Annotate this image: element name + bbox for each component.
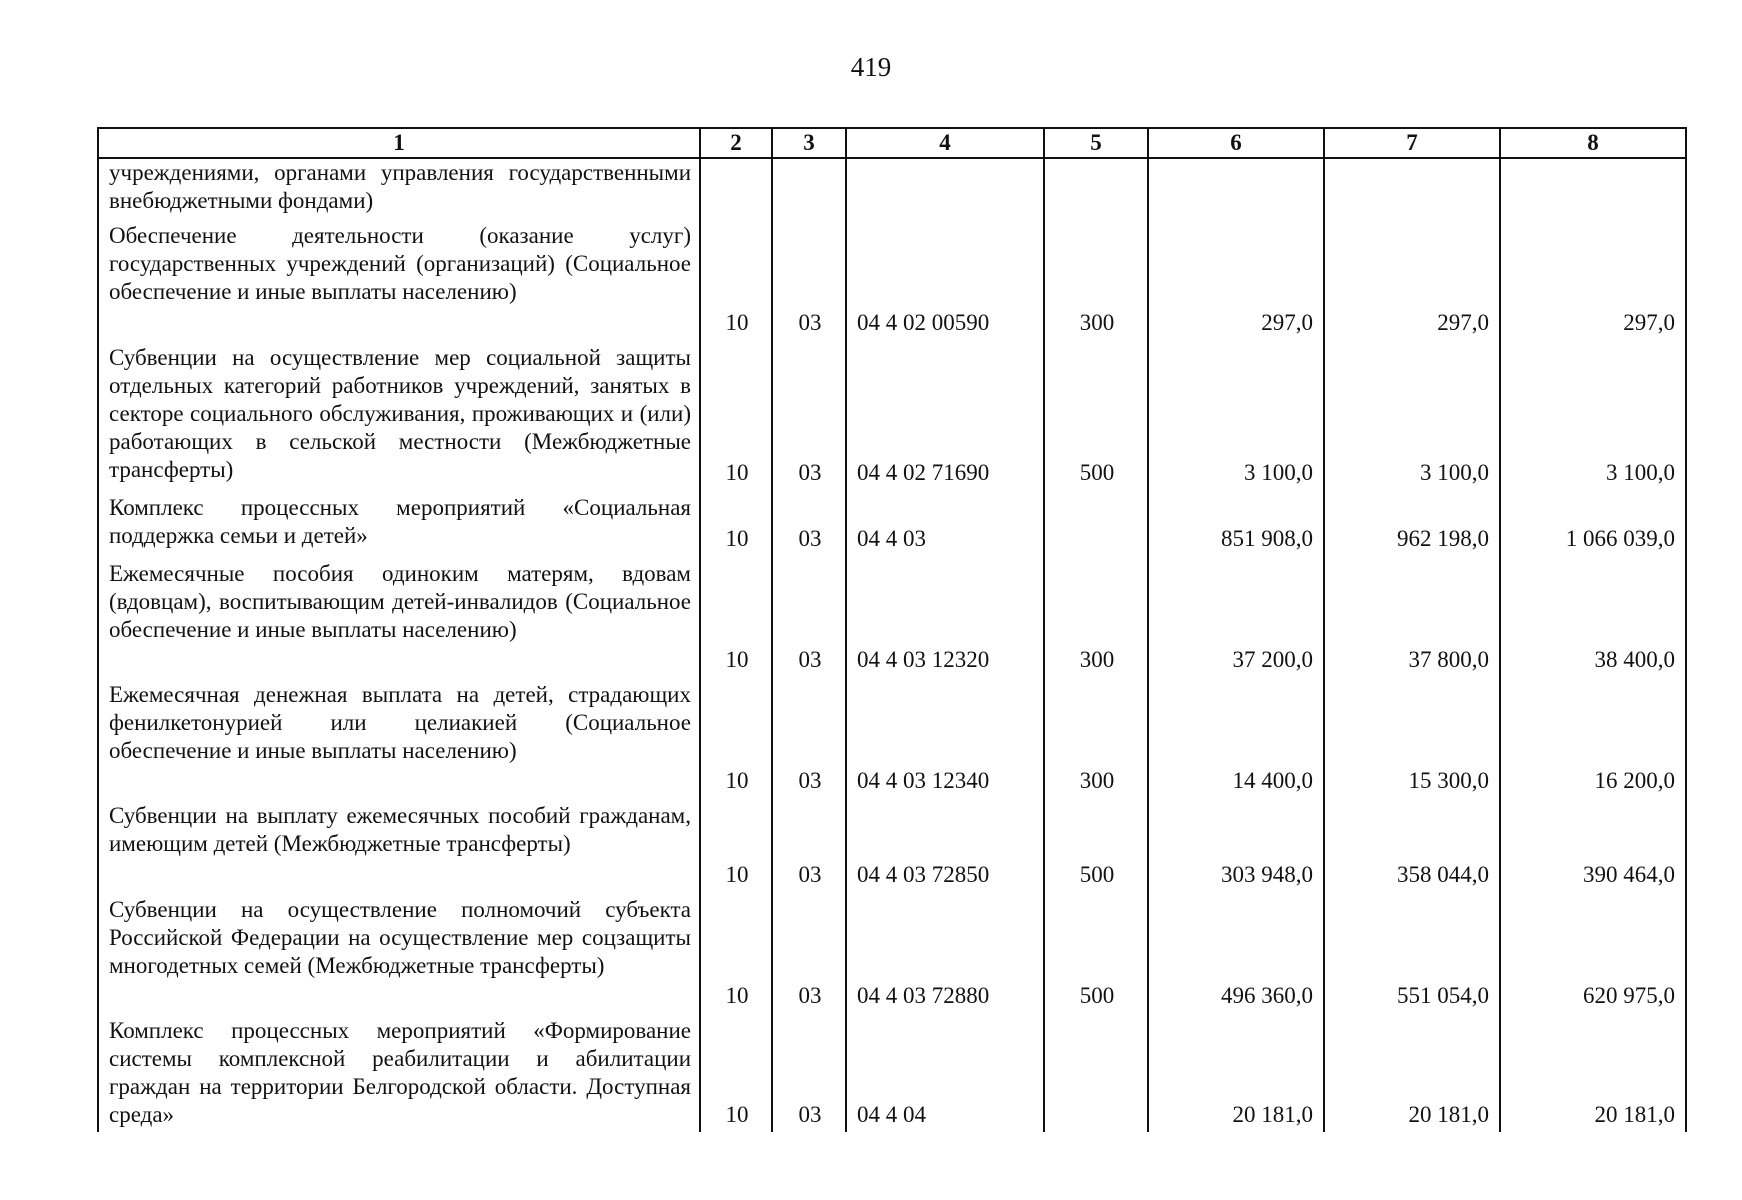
row-amount-year3: 16 200,0 bbox=[1500, 677, 1686, 798]
row-expense-type: 500 bbox=[1044, 798, 1148, 892]
row-subsection: 03 bbox=[772, 677, 846, 798]
row-description: Ежемесячные пособия одиноким матерям, вдовам (вдовцам), воспитывающим детей-инвалидов (Социальное обеспечение и иные выплаты населению) bbox=[98, 556, 700, 677]
budget-table bbox=[97, 127, 1687, 1132]
row-target-article: 04 4 03 12320 bbox=[846, 556, 1044, 677]
row-target-article: 04 4 03 72850 bbox=[846, 798, 1044, 892]
page-number: 419 bbox=[850, 52, 892, 82]
row-target-article: 04 4 03 72880 bbox=[846, 892, 1044, 1013]
row-expense-type bbox=[1044, 1013, 1148, 1132]
row-subsection: 03 bbox=[772, 218, 846, 340]
row-expense-type: 300 bbox=[1044, 677, 1148, 798]
row-section: 10 bbox=[700, 218, 772, 340]
row-section: 10 bbox=[700, 892, 772, 1013]
table-row bbox=[98, 677, 1686, 798]
row-section: 10 bbox=[700, 677, 772, 798]
row-amount-year3: 297,0 bbox=[1500, 218, 1686, 340]
row-section bbox=[700, 158, 772, 218]
table-row bbox=[98, 892, 1686, 1013]
row-description: Субвенции на осуществление полномочий субъекта Российской Федерации на осуществление мер соцзащиты многодетных семей (Межбюджетные трансферты) bbox=[98, 892, 700, 1013]
row-expense-type: 300 bbox=[1044, 218, 1148, 340]
row-amount-year1 bbox=[1148, 158, 1324, 218]
row-description: Субвенции на выплату ежемесячных пособий гражданам, имеющим детей (Межбюджетные трансферты) bbox=[98, 798, 700, 892]
row-section: 10 bbox=[700, 798, 772, 892]
row-description: учреждениями, органами управления государственными внебюджетными фондами) bbox=[98, 158, 700, 218]
column-header-3: 3 bbox=[772, 128, 846, 158]
row-amount-year2: 3 100,0 bbox=[1324, 340, 1500, 490]
table-row bbox=[98, 218, 1686, 340]
table-row bbox=[98, 340, 1686, 490]
row-amount-year1: 3 100,0 bbox=[1148, 340, 1324, 490]
row-amount-year2: 297,0 bbox=[1324, 218, 1500, 340]
row-amount-year2: 358 044,0 bbox=[1324, 798, 1500, 892]
row-amount-year3: 3 100,0 bbox=[1500, 340, 1686, 490]
row-amount-year1: 20 181,0 bbox=[1148, 1013, 1324, 1132]
column-header-1: 1 bbox=[98, 128, 700, 158]
row-amount-year2: 551 054,0 bbox=[1324, 892, 1500, 1013]
column-header-7: 7 bbox=[1324, 128, 1500, 158]
row-amount-year2: 962 198,0 bbox=[1324, 490, 1500, 556]
row-description: Ежемесячная денежная выплата на детей, страдающих фенилкетонурией или целиакией (Социальное обеспечение и иные выплаты населению) bbox=[98, 677, 700, 798]
row-expense-type bbox=[1044, 158, 1148, 218]
row-amount-year3: 620 975,0 bbox=[1500, 892, 1686, 1013]
row-section: 10 bbox=[700, 340, 772, 490]
row-description: Субвенции на осуществление мер социальной защиты отдельных категорий работников учреждений, занятых в секторе социального обслуживания, проживающих и (или) работающих в сельской местности (Межбюджетные трансферты) bbox=[98, 340, 700, 490]
row-amount-year1: 297,0 bbox=[1148, 218, 1324, 340]
row-target-article: 04 4 04 bbox=[846, 1013, 1044, 1132]
row-target-article: 04 4 03 12340 bbox=[846, 677, 1044, 798]
row-amount-year3: 38 400,0 bbox=[1500, 556, 1686, 677]
row-amount-year3 bbox=[1500, 158, 1686, 218]
row-amount-year2: 20 181,0 bbox=[1324, 1013, 1500, 1132]
row-amount-year3: 390 464,0 bbox=[1500, 798, 1686, 892]
row-amount-year1: 14 400,0 bbox=[1148, 677, 1324, 798]
row-amount-year1: 496 360,0 bbox=[1148, 892, 1324, 1013]
row-target-article: 04 4 02 71690 bbox=[846, 340, 1044, 490]
table-row bbox=[98, 490, 1686, 556]
row-expense-type: 500 bbox=[1044, 892, 1148, 1013]
row-description: Комплекс процессных мероприятий «Социальная поддержка семьи и детей» bbox=[98, 490, 700, 556]
row-description: Комплекс процессных мероприятий «Формирование системы комплексной реабилитации и абилитации граждан на территории Белгородской области. Доступная среда» bbox=[98, 1013, 700, 1132]
row-expense-type: 300 bbox=[1044, 556, 1148, 677]
row-description: Обеспечение деятельности (оказание услуг) государственных учреждений (организаций) (Социальное обеспечение и иные выплаты населению) bbox=[98, 218, 700, 340]
column-header-5: 5 bbox=[1044, 128, 1148, 158]
row-amount-year2: 15 300,0 bbox=[1324, 677, 1500, 798]
row-subsection: 03 bbox=[772, 340, 846, 490]
row-subsection bbox=[772, 158, 846, 218]
table-row bbox=[98, 158, 1686, 218]
column-header-4: 4 bbox=[846, 128, 1044, 158]
row-amount-year1: 303 948,0 bbox=[1148, 798, 1324, 892]
row-section: 10 bbox=[700, 1013, 772, 1132]
row-subsection: 03 bbox=[772, 1013, 846, 1132]
table-header-row bbox=[98, 128, 1686, 158]
row-subsection: 03 bbox=[772, 490, 846, 556]
column-header-8: 8 bbox=[1500, 128, 1686, 158]
row-subsection: 03 bbox=[772, 892, 846, 1013]
column-header-6: 6 bbox=[1148, 128, 1324, 158]
row-amount-year2: 37 800,0 bbox=[1324, 556, 1500, 677]
row-amount-year3: 20 181,0 bbox=[1500, 1013, 1686, 1132]
row-subsection: 03 bbox=[772, 798, 846, 892]
row-section: 10 bbox=[700, 556, 772, 677]
row-section: 10 bbox=[700, 490, 772, 556]
table-row bbox=[98, 1013, 1686, 1132]
row-amount-year2 bbox=[1324, 158, 1500, 218]
row-subsection: 03 bbox=[772, 556, 846, 677]
column-header-2: 2 bbox=[700, 128, 772, 158]
row-expense-type bbox=[1044, 490, 1148, 556]
table-row bbox=[98, 798, 1686, 892]
row-amount-year1: 851 908,0 bbox=[1148, 490, 1324, 556]
row-target-article bbox=[846, 158, 1044, 218]
row-target-article: 04 4 02 00590 bbox=[846, 218, 1044, 340]
row-target-article: 04 4 03 bbox=[846, 490, 1044, 556]
table-row bbox=[98, 556, 1686, 677]
row-expense-type: 500 bbox=[1044, 340, 1148, 490]
row-amount-year3: 1 066 039,0 bbox=[1500, 490, 1686, 556]
row-amount-year1: 37 200,0 bbox=[1148, 556, 1324, 677]
